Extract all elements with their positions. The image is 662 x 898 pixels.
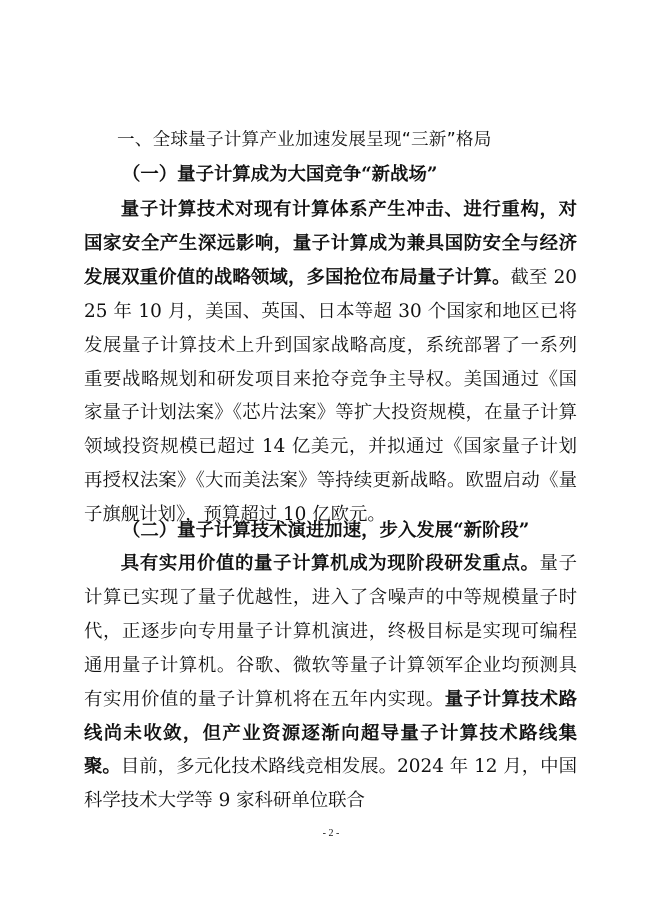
page-number: - 2 -	[322, 828, 340, 839]
subsection-heading-1: （一）量子计算成为大国竞争“新战场”	[122, 164, 438, 185]
paragraph-2-bold-mid: 量子计算技术路线尚未收敛，但产业资源逐渐向超导量子计算技术路线集聚。	[84, 688, 577, 778]
section-heading-1: 一、全球量子计算产业加速发展呈现“三新”格局	[117, 130, 492, 150]
paragraph-2-text-1: 量子计算已实现了量子优越性，进入了含噪声的中等规模量子时代，正逐步向专用量子计算机演进，终极目标是实现可编程通用量子计算机。谷歌、微软等量子计算领军企业均预测具有实用价值的量子计算机将在五年内实现。	[84, 553, 577, 710]
paragraph-1-bold-lead: 量子计算技术对现有计算体系产生冲击、进行重构，对国家安全产生深远影响，量子计算成为兼具国防安全与经济发展双重价值的战略领域，多国抢位布局量子计算。	[84, 199, 577, 288]
paragraph-1	[84, 193, 577, 532]
paragraph-2-text-2: 目前，多元化技术路线竞相发展。2024 年 12 月，中国科学技术大学等 9 家科研单位联合	[84, 756, 577, 812]
subsection-heading-2: （二）量子计算技术演进加速，步入发展“新阶段”	[122, 520, 530, 541]
paragraph-1-text: 截至 2025 年 10 月，美国、英国、日本等超 30 个国家和地区已将发展量子计算技术上升到国家战略高度，系统部署了一系列重要战略规划和研发项目来抢夺竞争主导权。美国通过《国家量子计划法案》《芯片法案》等扩大投资规模，在量子计算领域投资规模已超过 14 亿美元，并拟通过《国家量子计划再授权法案》《大而美法案》等持续更新战略。欧盟启动《量子旗舰计划》，预算超过 10 亿欧元。	[84, 266, 577, 526]
paragraph-2	[84, 547, 577, 818]
paragraph-2-bold-lead: 具有实用价值的量子计算机成为现阶段研发重点。	[120, 553, 540, 574]
